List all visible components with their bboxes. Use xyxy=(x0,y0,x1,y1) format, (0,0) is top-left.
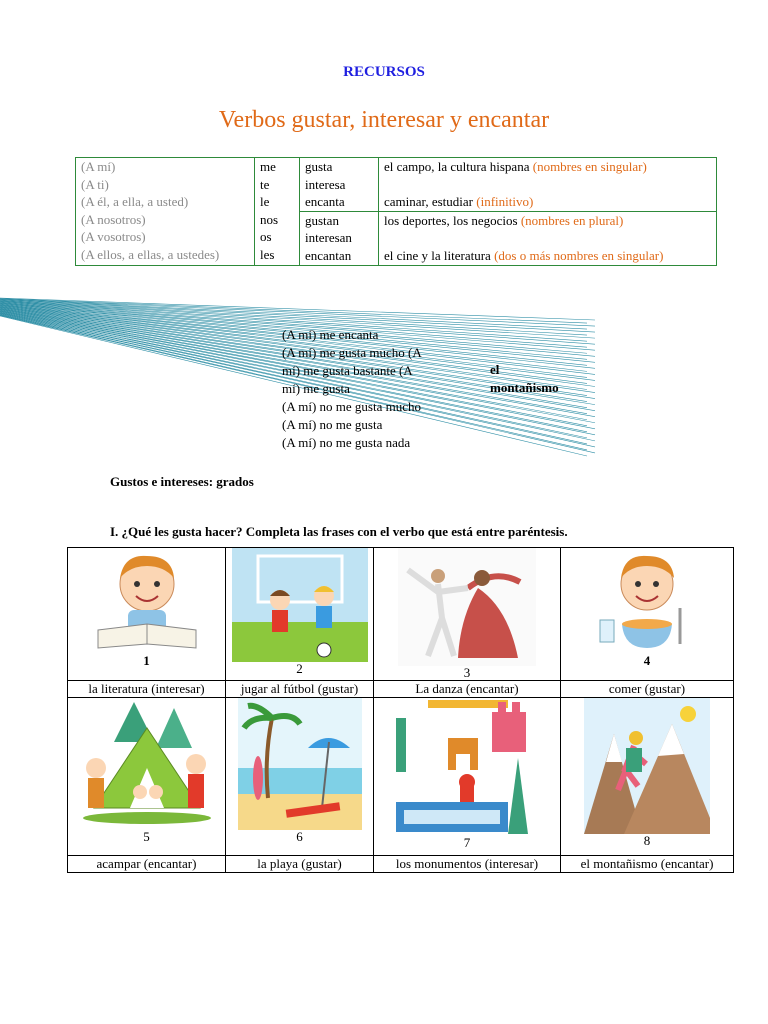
item-number: 1 xyxy=(143,653,150,668)
grade-line: mí) me gusta xyxy=(282,381,350,396)
item-number: 5 xyxy=(143,829,150,844)
grades-object-line: el xyxy=(490,362,500,377)
camping-family-icon xyxy=(74,698,220,830)
picture-cell xyxy=(68,698,226,856)
picture-cell xyxy=(561,548,734,681)
singular-verbs xyxy=(300,158,379,212)
verb: interesan xyxy=(305,230,352,246)
conjugation-table xyxy=(75,157,717,266)
dancers-icon xyxy=(398,548,536,666)
clitic: les xyxy=(260,246,275,262)
grade-line: mí) me gusta bastante (A xyxy=(282,363,413,378)
verb: interesa xyxy=(305,176,346,192)
boy-reading-icon xyxy=(84,548,210,654)
verb: gustan xyxy=(305,212,339,228)
paris-monuments-icon xyxy=(388,698,546,836)
grades-list xyxy=(282,326,450,452)
picture-cell xyxy=(226,698,374,856)
singular-objects xyxy=(379,158,717,212)
boy-eating-icon xyxy=(592,548,702,654)
plural-verbs xyxy=(300,211,379,265)
item-caption: la literatura (interesar) xyxy=(68,681,226,698)
clitic: me xyxy=(260,159,276,174)
item-caption: el montañismo (encantar) xyxy=(561,856,734,873)
item-caption: acampar (encantar) xyxy=(68,856,226,873)
grades-object xyxy=(490,361,559,396)
picture-cell xyxy=(68,548,226,681)
object-example: el cine y la literatura (dos o más nombres en singular) xyxy=(384,247,664,263)
picture-cell xyxy=(561,698,734,856)
object-example: los deportes, los negocios (nombres en plural) xyxy=(384,212,624,228)
grades-subtitle: Gustos e intereses: grados xyxy=(110,474,254,489)
item-caption: La danza (encantar) xyxy=(374,681,561,698)
pronoun: (A ti) xyxy=(81,176,109,192)
picture-cell xyxy=(374,548,561,681)
verb: encanta xyxy=(305,194,345,210)
item-number: 6 xyxy=(296,829,303,844)
grade-line: (A mí) no me gusta xyxy=(282,417,383,432)
clitic: nos xyxy=(260,211,279,227)
object-example: el campo, la cultura hispana (nombres en singular) xyxy=(384,159,647,174)
exercise-picture-table xyxy=(67,547,734,873)
page-title: Verbos gustar, interesar y encantar xyxy=(218,107,550,133)
item-caption: los monumentos (interesar) xyxy=(374,856,561,873)
section-heading: RECURSOS xyxy=(343,64,425,80)
picture-cell xyxy=(226,548,374,681)
item-number: 2 xyxy=(296,661,303,676)
pronoun-column xyxy=(76,158,255,266)
grade-line: (A mí) me encanta xyxy=(282,327,379,342)
pronoun: (A él, a ella, a usted) xyxy=(81,194,189,210)
item-number: 8 xyxy=(643,833,651,848)
item-number: 4 xyxy=(643,653,651,668)
item-caption: jugar al fútbol (gustar) xyxy=(226,681,374,698)
clitic: os xyxy=(260,229,272,245)
item-caption: la playa (gustar) xyxy=(226,856,374,873)
picture-cell xyxy=(374,698,561,856)
grades-object-line: montañismo xyxy=(490,379,559,395)
pronoun: (A ellos, a ellas, a ustedes) xyxy=(81,246,220,262)
grade-line: (A mí) no me gusta mucho xyxy=(282,399,422,414)
verb: gusta xyxy=(305,159,333,174)
beach-icon xyxy=(238,698,362,830)
clitic: te xyxy=(260,176,270,192)
verb: encantan xyxy=(305,247,352,263)
item-number: 7 xyxy=(463,835,471,850)
grade-line: (A mí) me gusta mucho (A xyxy=(282,345,422,360)
pronoun: (A vosotros) xyxy=(81,229,146,245)
pronoun: (A mí) xyxy=(81,159,116,174)
kids-soccer-icon xyxy=(232,548,368,662)
pronoun: (A nosotros) xyxy=(81,211,146,227)
object-example: caminar, estudiar (infinitivo) xyxy=(384,194,534,210)
clitic-column xyxy=(255,158,300,266)
item-caption: comer (gustar) xyxy=(561,681,734,698)
mountain-climber-icon xyxy=(584,698,710,834)
exercise-instruction: I. ¿Qué les gusta hacer? Completa las frases con el verbo que está entre paréntesis. xyxy=(110,524,568,539)
grade-line: (A mí) no me gusta nada xyxy=(282,435,411,450)
item-number: 3 xyxy=(463,665,471,680)
clitic: le xyxy=(260,194,270,210)
plural-objects xyxy=(379,211,717,265)
